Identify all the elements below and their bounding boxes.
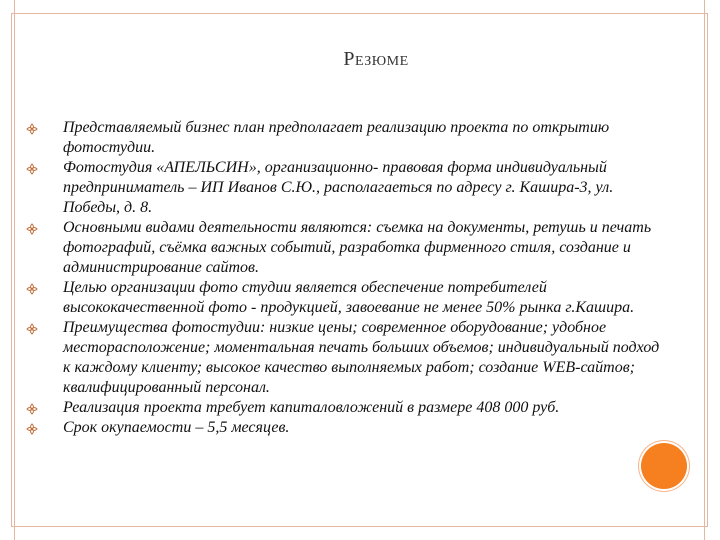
- list-item-text: Реализация проекта требует капиталовложений в размере 408 000 руб.: [63, 399, 560, 416]
- flourish-bullet-icon: [26, 423, 38, 435]
- list-item: [26, 218, 666, 278]
- list-item: [26, 398, 666, 418]
- list-item: [26, 318, 666, 398]
- flourish-bullet-icon: [26, 283, 38, 295]
- list-item: [26, 158, 666, 218]
- orange-circle-icon: [641, 443, 687, 489]
- list-item-text: Фотостудия «АПЕЛЬСИН», организационно- правовая форма индивидуальный предприниматель – ИП Иванов С.Ю., располагаеться по адресу г. Кашира-3, ул. Победы, д. 8.: [63, 159, 614, 216]
- list-item-text: Преимущества фотостудии: низкие цены; современное оборудование; удобное месторасположение; моментальная печать больших объемов; индивидуальный подход к каждому клиенту; высокое качество выполняемых работ; создание WEB-сайтов; квалифицированный персонал.: [63, 319, 660, 396]
- list-item: [26, 418, 666, 438]
- flourish-bullet-icon: [26, 403, 38, 415]
- flourish-bullet-icon: [26, 163, 38, 175]
- frame-left-line: [14, 0, 15, 540]
- flourish-bullet-icon: [26, 223, 38, 235]
- list-item: [26, 118, 666, 158]
- flourish-bullet-icon: [26, 123, 38, 135]
- list-item-text: Целью организации фото студии является обеспечение потребителей высококачественной фото - продукцией, завоевание не менее 50% рынка г.Кашира.: [63, 279, 635, 316]
- bullet-list: [26, 118, 666, 438]
- list-item: [26, 278, 666, 318]
- flourish-bullet-icon: [26, 323, 38, 335]
- frame-right-line: [704, 0, 705, 540]
- list-item-text: Представляемый бизнес план предполагает реализацию проекта по открытию фотостудии.: [63, 119, 610, 156]
- list-item-text: Срок окупаемости – 5,5 месяцев.: [63, 419, 290, 436]
- slide-title-text: Резюме: [343, 48, 409, 70]
- slide-title: [0, 48, 720, 71]
- list-item-text: Основными видами деятельности являются: съемка на документы, ретушь и печать фотографий, съёмка важных событий, разработка фирменного стиля, создание и администрирование сайтов.: [63, 219, 652, 276]
